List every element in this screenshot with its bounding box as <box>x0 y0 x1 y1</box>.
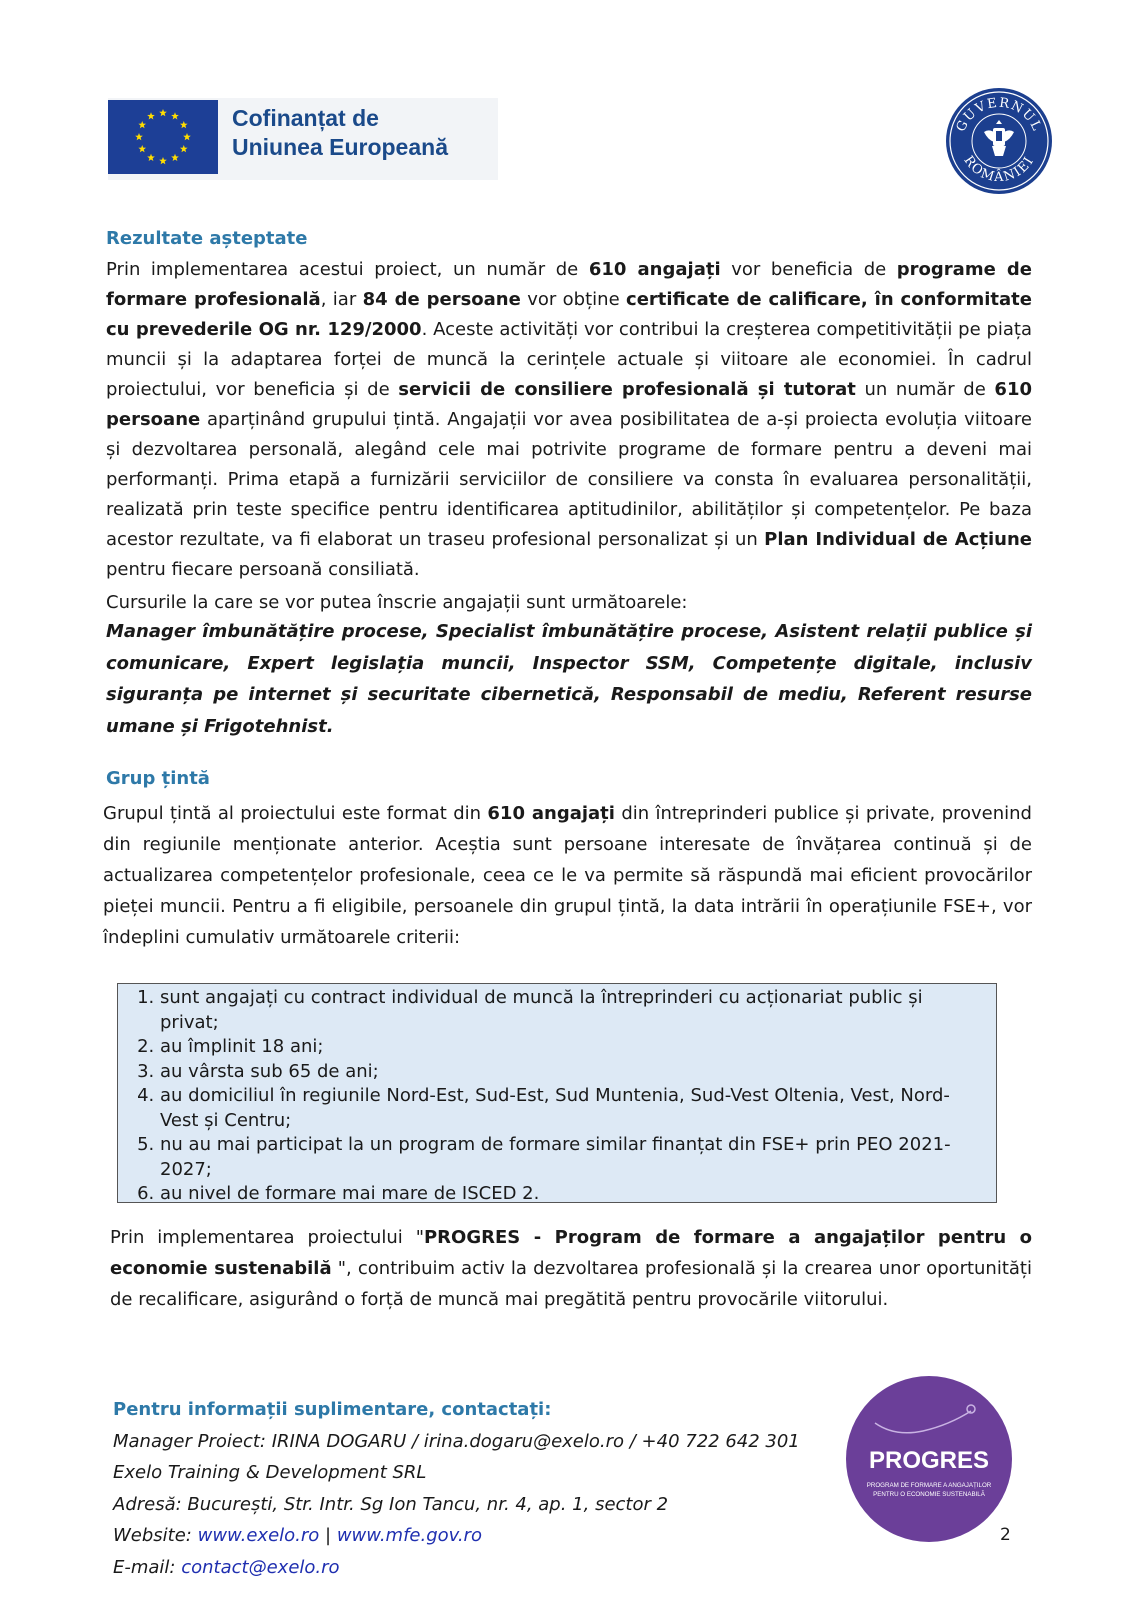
eu-star-icon <box>135 133 143 140</box>
text-run: ", contribuim activ la dezvoltarea profesională și la crearea unor oportunități de recalificare, asigurând o forță de muncă mai pregătită pentru provocările viitorului. <box>110 1258 1032 1310</box>
eligibility-criteria-list <box>126 986 986 1207</box>
eu-flag-icon <box>108 100 218 174</box>
criteria-item: 2. au împlinit 18 ani; <box>160 1035 986 1060</box>
eu-cofunded-logo <box>108 98 498 180</box>
text-run: aparținând grupului țintă. Angajații vor avea posibilitatea de a-și proiecta evoluția viitoare și dezvoltarea personală, alegând cele mai potrivite programe de formare pentru a deveni mai performanți. Prima etapă a furnizării serviciilor de consiliere va consta în evaluarea personalității, realizată prin teste specifice pentru identificarea aptitudinilor, abilităților și competențelor. Pe baza acestor rezultate, va fi elaborat un traseu profesional personalizat și un <box>106 409 1032 550</box>
eu-logo-line1: Cofinanțat de <box>232 105 379 131</box>
eu-star-icon <box>138 145 146 152</box>
target-group-paragraph <box>103 798 1032 953</box>
text-run: vor obține <box>520 289 627 310</box>
eu-logo-line2: Uniunea Europeană <box>232 134 448 160</box>
eu-star-icon <box>147 112 155 119</box>
text-run: vor beneficia de <box>720 259 897 280</box>
bold-text-run: 610 angajați <box>487 803 615 824</box>
courses-list: Manager îmbunătățire procese, Specialist îmbunătățire procese, Asistent relații publice și comunicare, Expert legislația muncii, Inspector SSM, Competențe digitale, inclusiv siguranța pe internet și securitate cibernetică, Responsabil de mediu, Referent resurse umane și Frigotehnist. <box>106 621 1032 737</box>
gov-logo-bottom-text: ROMÂNIEI <box>960 153 1038 186</box>
contact-address: Adresă: București, Str. Intr. Sg Ion Tancu, nr. 4, ap. 1, sector 2 <box>113 1493 669 1515</box>
page-number: 2 <box>1000 1525 1011 1545</box>
eu-star-icon <box>147 154 155 161</box>
eu-star-icon <box>159 109 167 116</box>
progres-logo-name: PROGRES <box>868 1447 990 1474</box>
bold-text-run: certificate de calificare, în conformitate cu prevederile OG nr. 129/2000 <box>106 289 1032 340</box>
bold-text-run: servicii de consiliere profesională și tutorat <box>398 379 856 400</box>
bold-text-run: 84 de persoane <box>362 289 521 310</box>
eu-star-icon <box>159 157 167 164</box>
eu-star-icon <box>171 112 179 119</box>
bold-text-run: 610 angajați <box>588 259 721 280</box>
text-run: Prin implementarea acestui proiect, un număr de <box>106 259 589 280</box>
bold-text-run: 610 persoane <box>106 379 1032 430</box>
criteria-item: 1. sunt angajați cu contract individual de muncă la întreprinderi cu acționariat public și privat; <box>160 986 986 1035</box>
progres-logo-line2: PENTRU O ECONOMIE SUSTENABILĂ <box>873 1491 985 1498</box>
criteria-item: 5. nu au mai participat la un program de formare similar finanțat din FSE+ prin PEO 2021-2027; <box>160 1133 986 1182</box>
expected-results-paragraph <box>106 255 1032 585</box>
criteria-item: 4. au domiciliul în regiunile Nord-Est, Sud-Est, Sud Muntenia, Sud-Vest Oltenia, Vest, Nord-Vest și Centru; <box>160 1084 986 1133</box>
progres-logo-line1: PROGRAM DE FORMARE A ANGAJAȚILOR <box>866 1482 992 1489</box>
text-run: , iar <box>320 289 363 310</box>
contact-block <box>113 1394 800 1583</box>
text-run: un număr de <box>855 379 995 400</box>
eu-star-icon <box>180 145 188 152</box>
website-link-exelo[interactable]: www.exelo.ro <box>197 1525 320 1546</box>
criteria-item: 6. au nivel de formare mai mare de ISCED 2. <box>160 1182 986 1207</box>
email-link[interactable]: contact@exelo.ro <box>181 1556 340 1578</box>
contact-title: Pentru informații suplimentare, contactați: <box>113 1399 552 1420</box>
bold-text-run: PROGRES - Program de formare a angajaților pentru o economie sustenabilă <box>110 1227 1032 1279</box>
contact-manager: Manager Proiect: IRINA DOGARU / irina.dogaru@exelo.ro / +40 722 642 301 <box>113 1430 800 1452</box>
eligibility-criteria-box <box>117 983 997 1203</box>
section-title-target-group: Grup țintă <box>106 768 210 789</box>
bold-text-run: Plan Individual de Acțiune <box>764 529 1032 550</box>
text-run: din întreprinderi publice și private, provenind din regiunile menționate anterior. Aceștia sunt persoane interesate de învățarea continuă și de actualizarea competențelor profesionale, ceea ce le va permite să răspundă mai eficient provocărilor pieței muncii. Pentru a fi eligibile, persoanele din grupul țintă, la data intrării în operațiunile FSE+, vor îndeplini cumulativ următoarele criterii: <box>103 803 1032 948</box>
contact-company: Exelo Training & Development SRL <box>113 1462 427 1483</box>
website-link-mfe[interactable]: www.mfe.gov.ro <box>336 1525 482 1546</box>
text-run: . Aceste activități vor contribui la creșterea competitivității pe piața muncii și la adaptarea forței de muncă la cerințele actuale și viitoare ale economiei. În cadrul proiectului, vor beneficia și de <box>106 319 1032 400</box>
progres-logo <box>845 1375 1013 1543</box>
closing-paragraph <box>110 1222 1032 1315</box>
section-title-expected-results: Rezultate așteptate <box>106 228 308 249</box>
email-label: E-mail: <box>113 1556 182 1578</box>
eu-star-icon <box>180 121 188 128</box>
courses-intro: Cursurile la care se vor putea înscrie angajații sunt următoarele: <box>106 592 688 613</box>
eu-star-icon <box>138 121 146 128</box>
text-run: Prin implementarea proiectului " <box>110 1227 424 1248</box>
text-run: pentru fiecare persoană consiliată. <box>106 559 420 580</box>
website-label: Website: <box>113 1525 198 1546</box>
bold-text-run: programe de formare profesională <box>106 259 1033 310</box>
website-separator: | <box>319 1525 337 1546</box>
eu-star-icon <box>183 133 191 140</box>
gov-logo-top-text: GUVERNUL <box>953 95 1045 135</box>
eu-star-icon <box>171 154 179 161</box>
romanian-government-logo <box>944 86 1054 196</box>
criteria-item: 3. au vârsta sub 65 de ani; <box>160 1060 986 1085</box>
text-run: Grupul țintă al proiectului este format din <box>103 803 488 824</box>
